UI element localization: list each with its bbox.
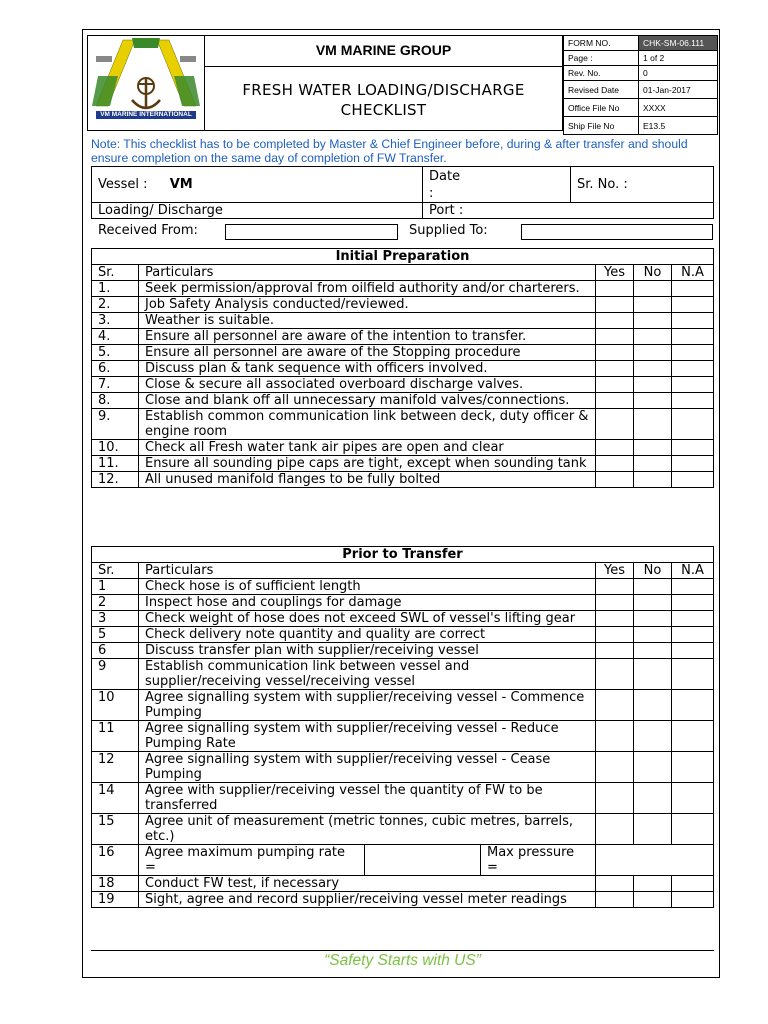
no-checkbox[interactable]	[634, 721, 672, 752]
item-text: Ensure all sounding pipe caps are tight, except when sounding tank	[139, 456, 596, 472]
checklist-row	[92, 892, 714, 908]
no-checkbox[interactable]	[634, 659, 672, 690]
item-number: 12.	[92, 472, 139, 488]
yes-checkbox[interactable]	[596, 345, 634, 361]
item-number: 6.	[92, 361, 139, 377]
checklist-row	[92, 329, 714, 345]
particulars-header: Particulars	[139, 563, 596, 579]
sr-no-label: Sr. No. :	[577, 177, 628, 192]
checklist-row	[92, 814, 714, 845]
max-pressure-field[interactable]	[596, 845, 714, 876]
port-cell[interactable]	[423, 203, 714, 219]
item-text: Agree unit of measurement (metric tonnes, cubic metres, barrels, etc.)	[139, 814, 596, 845]
no-checkbox[interactable]	[634, 345, 672, 361]
na-checkbox[interactable]	[672, 409, 714, 440]
meta-row	[564, 81, 718, 99]
checklist-row	[92, 876, 714, 892]
item-number: 18	[92, 876, 139, 892]
no-checkbox[interactable]	[634, 611, 672, 627]
checklist-row	[92, 659, 714, 690]
item-text: Check weight of hose does not exceed SWL of vessel's lifting gear	[139, 611, 596, 627]
no-checkbox[interactable]	[634, 752, 672, 783]
item-text: Establish communication link between vessel and supplier/receiving vessel/receiving vessel	[139, 659, 596, 690]
max-pressure-label: Max pressure =	[487, 845, 575, 875]
footer-divider	[91, 950, 714, 951]
prior-to-transfer-table	[91, 546, 714, 908]
item-number: 9	[92, 659, 139, 690]
yes-checkbox[interactable]	[596, 611, 634, 627]
item-number: 16	[92, 845, 139, 876]
item-text: Agree signalling system with supplier/receiving vessel - Commence Pumping	[139, 690, 596, 721]
item-text: Seek permission/approval from oilfield authority and/or charterers.	[139, 281, 596, 297]
item-text: Agree signalling system with supplier/receiving vessel - Reduce Pumping Rate	[139, 721, 596, 752]
na-checkbox[interactable]	[672, 627, 714, 643]
item-number: 5.	[92, 345, 139, 361]
pumping-rate-row	[92, 845, 714, 876]
no-checkbox[interactable]	[634, 643, 672, 659]
meta-value: CHK-SM-06.111	[639, 36, 718, 51]
checklist-row	[92, 690, 714, 721]
item-text: Close & secure all associated overboard discharge valves.	[139, 377, 596, 393]
no-checkbox[interactable]	[634, 393, 672, 409]
yes-checkbox[interactable]	[596, 297, 634, 313]
item-text: Discuss plan & tank sequence with officers involved.	[139, 361, 596, 377]
port-label: Port :	[429, 203, 464, 218]
meta-row	[564, 36, 718, 51]
meta-label: Office File No	[564, 99, 639, 117]
item-number: 6	[92, 643, 139, 659]
date-cell[interactable]	[423, 167, 571, 203]
no-checkbox[interactable]	[634, 281, 672, 297]
yes-checkbox[interactable]	[596, 361, 634, 377]
checklist-row	[92, 345, 714, 361]
yes-checkbox[interactable]	[596, 329, 634, 345]
na-checkbox[interactable]	[672, 345, 714, 361]
received-from-label: Received From:	[98, 223, 198, 238]
no-checkbox[interactable]	[634, 690, 672, 721]
na-checkbox[interactable]	[672, 281, 714, 297]
item-text: Establish common communication link between deck, duty officer & engine room	[139, 409, 596, 440]
section-title: Prior to Transfer	[92, 547, 714, 563]
na-checkbox[interactable]	[672, 892, 714, 908]
item-text: Sight, agree and record supplier/receiving vessel meter readings	[139, 892, 596, 908]
meta-value: 1 of 2	[639, 51, 718, 66]
checklist-row	[92, 393, 714, 409]
item-number: 10.	[92, 440, 139, 456]
no-header: No	[634, 563, 672, 579]
item-number: 3.	[92, 313, 139, 329]
checklist-row	[92, 643, 714, 659]
yes-checkbox[interactable]	[596, 876, 634, 892]
no-checkbox[interactable]	[634, 297, 672, 313]
meta-row	[564, 117, 718, 135]
item-text: Check delivery note quantity and quality are correct	[139, 627, 596, 643]
vessel-cell[interactable]	[92, 167, 423, 203]
item-number: 15	[92, 814, 139, 845]
no-checkbox[interactable]	[634, 440, 672, 456]
meta-value: E13.5	[639, 117, 718, 135]
no-checkbox[interactable]	[634, 456, 672, 472]
item-number: 7.	[92, 377, 139, 393]
meta-label: FORM NO.	[564, 36, 639, 51]
vessel-value: VM	[169, 177, 193, 192]
item-text: Weather is suitable.	[139, 313, 596, 329]
meta-label: Page :	[564, 51, 639, 66]
safety-slogan: “Safety Starts with US”	[324, 952, 481, 969]
item-number: 5	[92, 627, 139, 643]
meta-label: Ship File No	[564, 117, 639, 135]
na-header: N.A	[672, 265, 714, 281]
item-number: 11.	[92, 456, 139, 472]
item-number: 1.	[92, 281, 139, 297]
yes-checkbox[interactable]	[596, 409, 634, 440]
yes-checkbox[interactable]	[596, 472, 634, 488]
item-text: Check all Fresh water tank air pipes are open and clear	[139, 440, 596, 456]
no-checkbox[interactable]	[634, 361, 672, 377]
item-text: Discuss transfer plan with supplier/receiving vessel	[139, 643, 596, 659]
checklist-row	[92, 627, 714, 643]
vessel-info-table	[91, 166, 714, 219]
max-pumping-rate-field[interactable]	[365, 845, 481, 875]
checklist-row	[92, 409, 714, 440]
meta-value: 0	[639, 66, 718, 81]
supplied-to-field[interactable]	[521, 224, 713, 240]
yes-checkbox[interactable]	[596, 814, 634, 845]
item-number: 8.	[92, 393, 139, 409]
item-number: 19	[92, 892, 139, 908]
column-header-row	[92, 265, 714, 281]
yes-checkbox[interactable]	[596, 281, 634, 297]
na-checkbox[interactable]	[672, 595, 714, 611]
sr-header: Sr.	[92, 563, 139, 579]
title-divider	[205, 66, 562, 67]
pumping-rate-cell	[139, 845, 596, 876]
date-colon: :	[429, 185, 434, 201]
received-from-field[interactable]	[225, 224, 398, 240]
particulars-header: Particulars	[139, 265, 596, 281]
checklist-row	[92, 579, 714, 595]
item-text: Agree with supplier/receiving vessel the quantity of FW to be transferred	[139, 783, 596, 814]
na-checkbox[interactable]	[672, 814, 714, 845]
checklist-row	[92, 611, 714, 627]
checklist-row	[92, 783, 714, 814]
no-checkbox[interactable]	[634, 579, 672, 595]
title-block	[205, 35, 563, 131]
completion-note: Note: This checklist has to be completed by Master & Chief Engineer before, during & after transfer and should ensure completion on the same day of completion of FW Transfer.	[91, 137, 688, 165]
item-number: 14	[92, 783, 139, 814]
supplied-to-label: Supplied To:	[409, 223, 488, 238]
checklist-row	[92, 440, 714, 456]
item-number: 4.	[92, 329, 139, 345]
document-title-line-1: FRESH WATER LOADING/DISCHARGE	[242, 81, 525, 99]
yes-checkbox[interactable]	[596, 595, 634, 611]
na-checkbox[interactable]	[672, 472, 714, 488]
no-checkbox[interactable]	[634, 329, 672, 345]
item-number: 10	[92, 690, 139, 721]
na-checkbox[interactable]	[672, 752, 714, 783]
na-checkbox[interactable]	[672, 440, 714, 456]
meta-label: Revised Date	[564, 81, 639, 99]
meta-label: Rev. No.	[564, 66, 639, 81]
vessel-label: Vessel :	[98, 177, 148, 192]
yes-checkbox[interactable]	[596, 393, 634, 409]
item-number: 9.	[92, 409, 139, 440]
checklist-row	[92, 361, 714, 377]
na-checkbox[interactable]	[672, 377, 714, 393]
loading-discharge-cell[interactable]	[92, 203, 423, 219]
date-label: Date	[429, 168, 461, 184]
na-header: N.A	[672, 563, 714, 579]
na-checkbox[interactable]	[672, 456, 714, 472]
no-checkbox[interactable]	[634, 814, 672, 845]
checklist-row	[92, 752, 714, 783]
sr-header: Sr.	[92, 265, 139, 281]
document-title-line-2: CHECKLIST	[340, 101, 427, 119]
document-title	[205, 80, 562, 120]
na-checkbox[interactable]	[672, 643, 714, 659]
yes-checkbox[interactable]	[596, 721, 634, 752]
form-meta-table	[563, 35, 718, 135]
item-text: Ensure all personnel are aware of the intention to transfer.	[139, 329, 596, 345]
item-text: All unused manifold flanges to be fully bolted	[139, 472, 596, 488]
na-checkbox[interactable]	[672, 659, 714, 690]
no-header: No	[634, 265, 672, 281]
item-text: Ensure all personnel are aware of the Stopping procedure	[139, 345, 596, 361]
na-checkbox[interactable]	[672, 876, 714, 892]
na-checkbox[interactable]	[672, 690, 714, 721]
item-number: 2.	[92, 297, 139, 313]
item-number: 2	[92, 595, 139, 611]
checklist-row	[92, 377, 714, 393]
checklist-row	[92, 297, 714, 313]
meta-row	[564, 51, 718, 66]
section-title: Initial Preparation	[92, 249, 714, 265]
na-checkbox[interactable]	[672, 329, 714, 345]
no-checkbox[interactable]	[634, 472, 672, 488]
na-checkbox[interactable]	[672, 393, 714, 409]
yes-checkbox[interactable]	[596, 579, 634, 595]
no-checkbox[interactable]	[634, 876, 672, 892]
logo-caption: VM MARINE INTERNATIONAL	[100, 111, 192, 118]
item-text: Job Safety Analysis conducted/reviewed.	[139, 297, 596, 313]
checklist-row	[92, 721, 714, 752]
yes-checkbox[interactable]	[596, 377, 634, 393]
item-text: Agree signalling system with supplier/receiving vessel - Cease Pumping	[139, 752, 596, 783]
yes-checkbox[interactable]	[596, 659, 634, 690]
yes-checkbox[interactable]	[596, 783, 634, 814]
initial-preparation-table	[91, 248, 714, 488]
checklist-row	[92, 281, 714, 297]
checklist-row	[92, 313, 714, 329]
yes-header: Yes	[596, 563, 634, 579]
no-checkbox[interactable]	[634, 595, 672, 611]
yes-checkbox[interactable]	[596, 690, 634, 721]
no-checkbox[interactable]	[634, 377, 672, 393]
item-number: 1	[92, 579, 139, 595]
checklist-row	[92, 456, 714, 472]
item-number: 3	[92, 611, 139, 627]
no-checkbox[interactable]	[634, 627, 672, 643]
sr-no-cell[interactable]	[571, 167, 714, 203]
loading-discharge-label: Loading/ Discharge	[98, 203, 223, 218]
checklist-row	[92, 595, 714, 611]
na-checkbox[interactable]	[672, 579, 714, 595]
item-number: 11	[92, 721, 139, 752]
checklist-row	[92, 472, 714, 488]
item-number: 12	[92, 752, 139, 783]
item-text: Inspect hose and couplings for damage	[139, 595, 596, 611]
yes-checkbox[interactable]	[596, 643, 634, 659]
company-logo	[87, 35, 205, 131]
no-checkbox[interactable]	[634, 409, 672, 440]
no-checkbox[interactable]	[634, 313, 672, 329]
meta-value: 01-Jan-2017	[639, 81, 718, 99]
item-text: Conduct FW test, if necessary	[139, 876, 596, 892]
na-checkbox[interactable]	[672, 783, 714, 814]
na-checkbox[interactable]	[672, 313, 714, 329]
column-header-row	[92, 563, 714, 579]
item-text: Close and blank off all unnecessary manifold valves/connections.	[139, 393, 596, 409]
no-checkbox[interactable]	[634, 892, 672, 908]
meta-value: XXXX	[639, 99, 718, 117]
item-text: Check hose is of sufficient length	[139, 579, 596, 595]
yes-checkbox[interactable]	[596, 892, 634, 908]
organization-name: VM MARINE GROUP	[315, 42, 452, 58]
no-checkbox[interactable]	[634, 783, 672, 814]
yes-checkbox[interactable]	[596, 456, 634, 472]
meta-row	[564, 99, 718, 117]
na-checkbox[interactable]	[672, 721, 714, 752]
yes-checkbox[interactable]	[596, 313, 634, 329]
na-checkbox[interactable]	[672, 611, 714, 627]
yes-checkbox[interactable]	[596, 440, 634, 456]
yes-header: Yes	[596, 265, 634, 281]
na-checkbox[interactable]	[672, 297, 714, 313]
na-checkbox[interactable]	[672, 361, 714, 377]
max-pumping-rate-label: Agree maximum pumping rate =	[139, 845, 365, 875]
yes-checkbox[interactable]	[596, 627, 634, 643]
meta-row	[564, 66, 718, 81]
yes-checkbox[interactable]	[596, 752, 634, 783]
